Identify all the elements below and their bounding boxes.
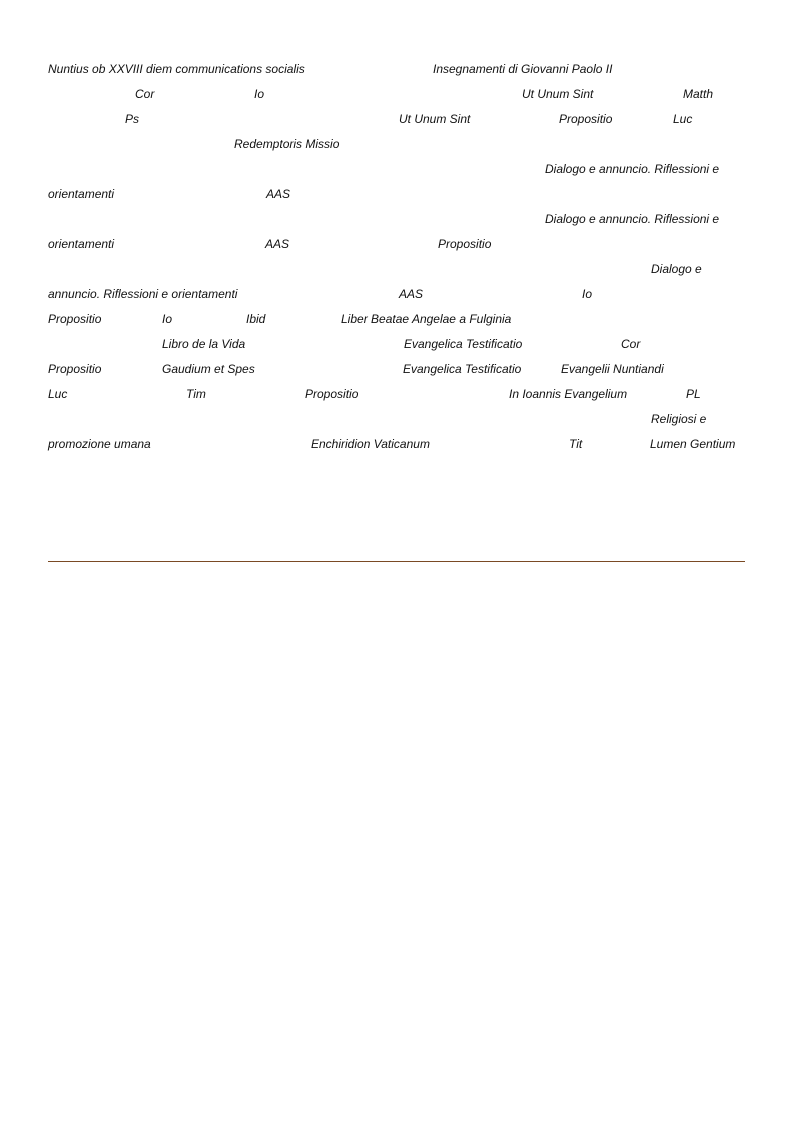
citation-fragment: Propositio — [48, 312, 102, 326]
citation-fragment: orientamenti — [48, 237, 115, 251]
citation-fragment: promozione umana — [48, 437, 151, 451]
text-line — [0, 137, 793, 162]
citation-fragment: Io — [254, 87, 265, 101]
citation-fragment: Tit — [569, 437, 583, 451]
citation-fragment: Evangelica Testificatio — [403, 362, 522, 376]
citation-fragment: Io — [162, 312, 173, 326]
citation-fragment: Ut Unum Sint — [399, 112, 471, 126]
text-line — [0, 87, 793, 112]
citation-fragment: In Ioannis Evangelium — [509, 387, 628, 401]
citation-fragment: Enchiridion Vaticanum — [311, 437, 430, 451]
citation-fragment: Dialogo e annuncio. Riflessioni e — [545, 162, 720, 176]
citation-fragment: Cor — [135, 87, 155, 101]
citation-fragment: Ibid — [246, 312, 266, 326]
citation-fragment: Io — [582, 287, 593, 301]
citation-fragment: Luc — [48, 387, 68, 401]
text-line — [0, 337, 793, 362]
text-line — [0, 387, 793, 412]
citation-fragment: Gaudium et Spes — [162, 362, 255, 376]
citation-fragment: orientamenti — [48, 187, 115, 201]
text-line — [0, 62, 793, 87]
citation-fragment: Propositio — [48, 362, 102, 376]
citation-fragment: Propositio — [438, 237, 492, 251]
citation-fragment: Redemptoris Missio — [234, 137, 340, 151]
citation-fragment: Propositio — [305, 387, 359, 401]
text-line — [0, 437, 793, 462]
text-line — [0, 162, 793, 187]
citation-fragment: Evangelica Testificatio — [404, 337, 523, 351]
citation-fragment: AAS — [265, 237, 290, 251]
citation-fragment: Ps — [125, 112, 140, 126]
text-line — [0, 237, 793, 262]
text-line — [0, 412, 793, 437]
citation-fragment: Cor — [621, 337, 641, 351]
text-line — [0, 362, 793, 387]
citation-fragment: PL — [686, 387, 701, 401]
citation-fragment: Liber Beatae Angelae a Fulginia — [341, 312, 512, 326]
text-line — [0, 187, 793, 212]
citation-fragment: Matth — [683, 87, 714, 101]
citation-fragment: AAS — [399, 287, 424, 301]
citation-fragment: Dialogo e annuncio. Riflessioni e — [545, 212, 720, 226]
text-line — [0, 262, 793, 287]
citation-fragment: AAS — [266, 187, 291, 201]
citation-fragment: Tim — [186, 387, 206, 401]
citation-fragment: Evangelii Nuntiandi — [561, 362, 664, 376]
citation-fragment: Propositio — [559, 112, 613, 126]
citation-fragment: Dialogo e — [651, 262, 702, 276]
text-line — [0, 312, 793, 337]
horizontal-divider — [48, 561, 745, 562]
text-line — [0, 112, 793, 137]
citation-fragment: Ut Unum Sint — [522, 87, 594, 101]
citation-fragment: Libro de la Vida — [162, 337, 246, 351]
text-line — [0, 212, 793, 237]
citation-fragment: Nuntius ob XXVIII diem communications socialis — [48, 62, 305, 76]
citation-fragment: Insegnamenti di Giovanni Paolo II — [433, 62, 613, 76]
citation-fragment: Luc — [673, 112, 693, 126]
citation-fragment: Lumen Gentium — [650, 437, 736, 451]
text-line — [0, 287, 793, 312]
citation-fragment: Religiosi e — [651, 412, 707, 426]
citation-fragment: annuncio. Riflessioni e orientamenti — [48, 287, 238, 301]
